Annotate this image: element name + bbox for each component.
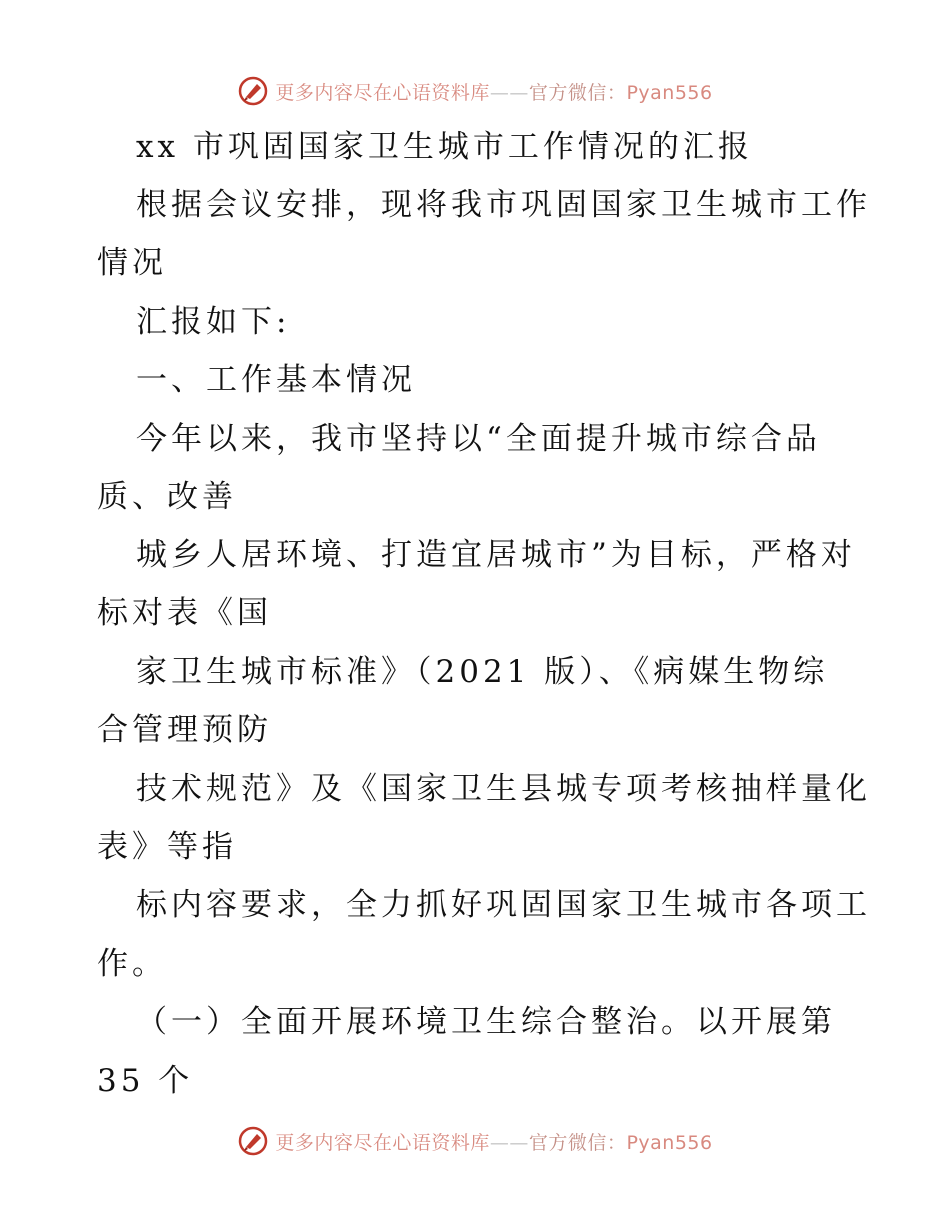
paragraph-line: 技术规范》及《国家卫生县城专项考核抽样量化 <box>136 771 871 807</box>
watermark-text <box>275 1128 712 1155</box>
watermark-text <box>275 78 712 105</box>
paragraph-line: 作。 <box>97 946 167 982</box>
paragraph-line: 表》等指 <box>97 829 237 865</box>
footer-watermark <box>0 1121 950 1161</box>
subsection-heading: （一）全面开展环境卫生综合整治。以开展第 <box>136 1004 836 1040</box>
paragraph-line: 35 个 <box>97 1063 194 1099</box>
watermark-id: Pyan556 <box>626 1131 713 1154</box>
watermark-id: Pyan556 <box>626 81 713 104</box>
document-title: xx 市巩固国家卫生城市工作情况的汇报 <box>136 129 753 165</box>
header-watermark <box>0 71 950 111</box>
paragraph-line: 合管理预防 <box>97 712 272 748</box>
watermark-sub: 官方微信： <box>528 1131 627 1154</box>
paragraph-line: 质、改善 <box>97 479 237 515</box>
watermark-sub: 官方微信： <box>528 81 627 104</box>
pen-nib-logo-icon <box>237 75 269 107</box>
paragraph-line: 家卫生城市标准》（2021 版）、《病媒生物综 <box>136 654 829 690</box>
watermark-dash: —— <box>489 1131 529 1154</box>
paragraph-line: 标对表《国 <box>97 595 272 631</box>
paragraph-line: 城乡人居环境、打造宜居城市”为目标，严格对 <box>136 537 856 573</box>
pen-nib-logo-icon <box>237 1125 269 1157</box>
watermark-main: 更多内容尽在心语资料库 <box>275 1131 490 1154</box>
paragraph-line: 今年以来，我市坚持以“全面提升城市综合品 <box>136 421 821 457</box>
watermark-dash: —— <box>489 81 529 104</box>
section-heading: 一、工作基本情况 <box>136 362 416 398</box>
paragraph-line: 标内容要求，全力抓好巩固国家卫生城市各项工 <box>136 887 871 923</box>
paragraph-line: 根据会议安排，现将我市巩固国家卫生城市工作 <box>136 187 871 223</box>
watermark-main: 更多内容尽在心语资料库 <box>275 81 490 104</box>
paragraph-line: 汇报如下: <box>136 304 291 340</box>
paragraph-line: 情况 <box>97 245 167 281</box>
